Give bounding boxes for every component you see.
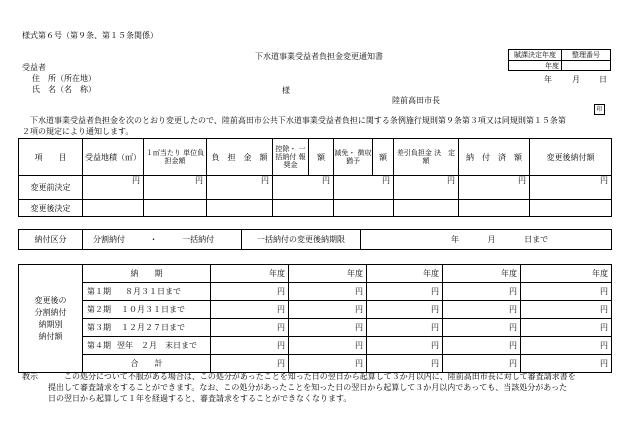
installment-1: 第１期 ８月３１日まで [83, 283, 211, 301]
installment-4: 第４期 翌年 ２月 末日まで [83, 337, 211, 355]
address-label: 住 所（所在地） [32, 74, 96, 83]
intro-line-1: 下水道事業受益者負担金を次のとおり変更したので、陸前高田市公共下水道事業受益者負担に関する条例施行規則第９条第３項又は同規則第１５条第 [30, 116, 566, 125]
lump-sum-deadline-value: 年 月 日まで [361, 230, 612, 250]
row-after-label: 変更後決定 [19, 200, 83, 217]
col-deduction: 控除・ 一括納付 報奨金 [273, 139, 309, 176]
cell-yen: 円 [273, 176, 334, 200]
col-area: 受益地積（㎡） [83, 139, 144, 176]
notice-line-2: 提出して審査請求をすることができます。なお、この処分があったことを知った日の翌日から起算して３か月以内であっても、当該処分があった [48, 383, 568, 392]
year-col-2: 年度 [289, 265, 367, 283]
reference-number-header: 整理番号 [562, 50, 611, 61]
fiscal-year-cell: 年度 [509, 61, 562, 71]
col-item: 項 目 [19, 139, 83, 176]
notice-label: 教示 [22, 372, 38, 381]
date-year: 年 [544, 75, 552, 84]
lump-sum-option: 一括納付 [182, 235, 215, 244]
name-label: 氏 名（名 称） [32, 85, 96, 94]
year-col-5: 年度 [521, 265, 612, 283]
col-paid: 納 付 済 額 [459, 139, 530, 176]
cell-yen: 円 [83, 176, 144, 200]
year-col-1: 年度 [211, 265, 289, 283]
notice-line-3: 日の翌日から起算して１年を経過すると、審査請求をすることができなくなります。 [48, 394, 352, 403]
page-title: 下水道事業受益者負担金変更通知書 [255, 52, 383, 61]
total-label: 合 計 [83, 355, 211, 373]
installment-side-label: 変更後の 分割納付 納期別 納付額 [19, 265, 83, 373]
payment-type-options: 分割納付 ・ 一括納付 [83, 230, 242, 250]
col-changed-payment: 変更後納付額 [530, 139, 612, 176]
installment-3: 第３期 １２月２７日まで [83, 319, 211, 337]
row-before-label: 変更前決定 [19, 176, 83, 200]
year-col-4: 年度 [443, 265, 521, 283]
date-day: 日 [599, 75, 607, 84]
cell-yen: 円 [207, 176, 273, 200]
installment-2: 第２期 １０月３１日まで [83, 301, 211, 319]
installment-table: 変更後の 分割納付 納期別 納付額 納 期 年度 年度 年度 年度 年度 第１期 ８月３１日まで 円 円 円 円 円 第２期 １０月３１日まで 円 円 円 円 円 第３期 １２月２７日まで 円 円 円 円 円 第４期 翌年 ２月 末日まで 円 円 円 円 円 合 計 円 円 円 円 円 [18, 264, 612, 373]
amount-table [18, 138, 612, 217]
installment-option: 分割納付 [93, 235, 125, 244]
honorific: 様 [282, 86, 290, 95]
col-charge: 負 担 金 額 [207, 139, 273, 176]
cell-yen: 円 [144, 176, 207, 200]
col-deduction-amount: 額 [309, 139, 334, 176]
col-unit-charge: １㎡当たり 単位負担金額 [144, 139, 207, 176]
cell-yen: 円 [394, 176, 459, 200]
intro-line-2: ２項の規定により通知します。 [22, 127, 134, 136]
reference-table [508, 49, 611, 71]
payment-type-table [18, 229, 612, 250]
form-number: 様式第６号（第９条、第１５条関係） [22, 31, 158, 40]
issuer: 陸前高田市長 [392, 96, 440, 105]
lump-sum-deadline-label: 一括納付の変更後納期限 [242, 230, 361, 250]
notice-line-1: この処分について不服がある場合は、この処分があったことを知った日の翌日から起算して３か月以内に、陸前高田市長に対して審査請求書を [64, 372, 576, 381]
recipient-label: 受益者 [22, 63, 46, 72]
cell-yen: 円 [334, 176, 394, 200]
due-header: 納 期 [83, 265, 211, 283]
cell-yen: 円 [459, 176, 530, 200]
year-col-3: 年度 [367, 265, 443, 283]
col-net-charge: 差引負担金 決 定 額 [394, 139, 459, 176]
date-month: 月 [572, 75, 580, 84]
col-reduction-amount: 額 [373, 139, 394, 176]
reference-number-cell [562, 61, 611, 71]
seal-icon: 印 [594, 96, 605, 115]
payment-type-label: 納付区分 [19, 230, 83, 250]
cell-yen: 円 [530, 176, 612, 200]
fiscal-year-header: 賦課決定年度 [509, 50, 562, 61]
col-reduction: 減免・ 徴収猶予 [334, 139, 373, 176]
